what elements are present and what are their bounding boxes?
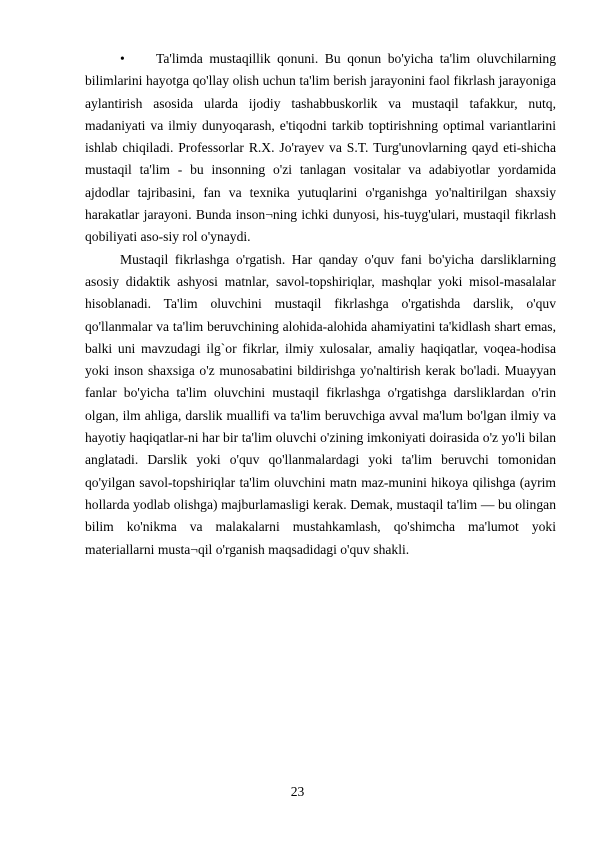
page-number: 23 — [290, 784, 305, 799]
bullet-paragraph — [85, 48, 556, 249]
paragraph-text-1: Ta'limda mustaqillik qonuni. Bu qonun bo'yicha ta'lim oluvchilarning bilimlarini hayotga qo'llay olish uchun ta'lim berish jarayonini faol fikrlash jarayoniga aylantirish asosida ularda ijodiy tashabbuskorlik va mustaqil tafakkur, nutq, madaniyati va ilmiy dunyoqarash, e'tiqodni tarkib toptirishning optimal variantlarini ishlab chiqiladi. Professorlar R.X. Jo'rayev va S.T. Turg'unovlarning qayd eti-shicha mustaqil ta'lim - bu insonning o'zi tanlagan vositalar va adabiyotlar yordamida ajdodlar tajribasini, fan va texnika yutuqlarini o'rganishga yo'naltirilgan shaxsiy harakatlar jarayoni. Bunda inson¬ning ichki dunyosi, his-tuyg'ulari, mustaqil fikrlash qobiliyati aso-siy rol o'ynaydi. — [85, 51, 556, 245]
bullet-marker: • — [120, 51, 125, 66]
page-content — [85, 48, 556, 561]
paragraph-2: Mustaqil fikrlashga o'rgatish. Har qanday o'quv fani bo'yicha darsliklarning asosiy didaktik ashyosi matnlar, savol-topshiriqlar, mashqlar yoki misol-masalalar hisoblanadi. Ta'lim oluvchini mustaqil fikrlashga o'rgatishda darslik, o'quv qo'llanmalar va ta'lim beruvchining alohida-alohida ahamiyatini ta'kidlash shart emas, balki uni mavzudagi ilg`or fikrlar, ilmiy xulosalar, amaliy haqiqatlar, voqea-hodisa yoki inson shaxsiga o'z munosabatini bildirishga yo'naltirish kerak bo'ladi. Muayyan fanlar bo'yicha ta'lim oluvchini mustaqil fikrlashga o'rgatishga darsliklardan o'rin olgan, ilm ahliga, darslik muallifi va ta'lim beruvchiga avval ma'lum bo'lgan ilmiy va hayotiy haqiqatlar-ni har bir ta'lim oluvchi o'zining imkoniyati doirasida o'z yo'li bilan anglatadi. Darslik yoki o'quv qo'llanmalardagi yoki ta'lim beruvchi tomonidan qo'yilgan savol-topshiriqlar ta'lim oluvchini matn maz-munini hikoya qilishga (ayrim hollarda yodlab olishga) majburlamasligi kerak. Demak, mustaqil ta'lim — bu olingan bilim ko'nikma va malakalarni mustahkamlash, qo'shimcha ma'lumot yoki materiallarni musta¬qil o'rganish maqsadidagi o'quv shakli. — [85, 251, 556, 557]
